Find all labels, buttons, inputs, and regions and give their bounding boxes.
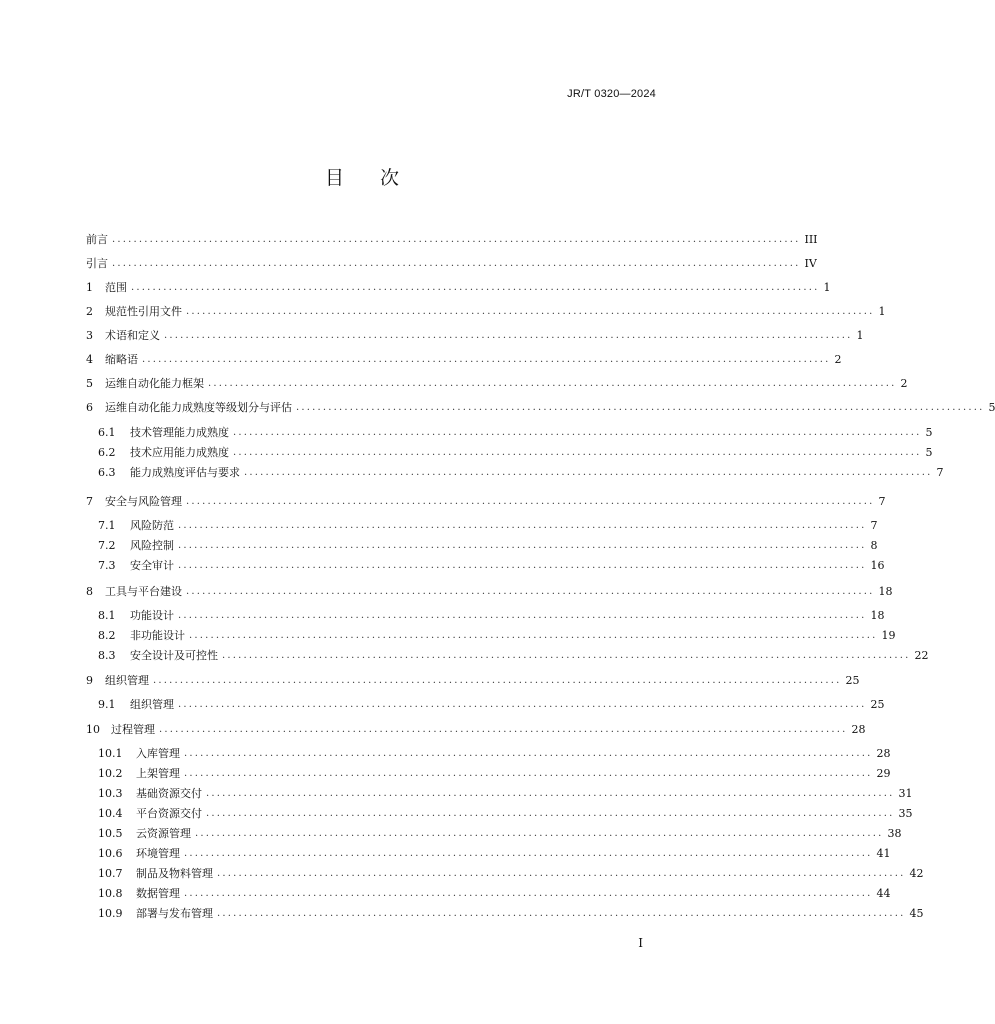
toc-entry-6[interactable]	[86, 400, 995, 416]
toc-entry-10-6[interactable]	[98, 846, 891, 862]
toc-entry-label: 环境管理	[136, 847, 180, 860]
toc-leader-dots: ................................................................................................................................	[184, 888, 873, 899]
toc-entry-number: 10.7	[98, 867, 123, 880]
toc-entry-page: 16	[870, 559, 885, 572]
toc-leader-dots: ................................................................................................................................	[184, 748, 873, 759]
footer-page-number: I	[638, 936, 643, 950]
toc-entry-foreword[interactable]	[86, 232, 818, 248]
doc-code: JR/T 0320—2024	[567, 88, 656, 100]
toc-entry-6-2[interactable]	[98, 445, 933, 461]
toc-entry-number: 6.3	[98, 466, 116, 479]
toc-entry-label: 制品及物料管理	[136, 867, 213, 880]
toc-entry-number: 6.1	[98, 426, 116, 439]
toc-leader-dots: ................................................................................................................................	[142, 354, 831, 365]
toc-entry-number: 7.1	[98, 519, 116, 532]
toc-entry-10-9[interactable]	[98, 906, 924, 922]
toc-leader-dots: ................................................................................................................................	[233, 447, 922, 458]
toc-leader-dots: ................................................................................................................................	[112, 234, 801, 245]
toc-entry-label: 运维自动化能力框架	[105, 377, 204, 390]
toc-entry-page: 2	[834, 353, 842, 366]
toc-entry-page: 44	[876, 887, 891, 900]
page-title: 目次	[324, 167, 435, 189]
toc-entry-page: 25	[845, 674, 860, 687]
toc-entry-8-1[interactable]	[98, 608, 885, 624]
toc-entry-page: III	[804, 233, 818, 246]
toc-entry-page: 31	[898, 787, 913, 800]
toc-entry-number: 10.4	[98, 807, 123, 820]
toc-entry-10-7[interactable]	[98, 866, 924, 882]
toc-entry-label: 功能设计	[130, 609, 174, 622]
toc-entry-number: 8.1	[98, 609, 116, 622]
toc-entry-number: 10.9	[98, 907, 123, 920]
toc-entry-page: 18	[870, 609, 885, 622]
toc-entry-5[interactable]	[86, 376, 908, 392]
toc-entry-page: 8	[870, 539, 878, 552]
toc-entry-page: IV	[804, 257, 817, 270]
toc-leader-dots: ................................................................................................................................	[206, 808, 895, 819]
toc-entry-number: 8.3	[98, 649, 116, 662]
toc-entry-label: 基础资源交付	[136, 787, 202, 800]
toc-entry-label: 平台资源交付	[136, 807, 202, 820]
toc-entry-10-8[interactable]	[98, 886, 891, 902]
toc-entry-label: 非功能设计	[130, 629, 185, 642]
toc-entry-page: 1	[878, 305, 886, 318]
toc-leader-dots: ................................................................................................................................	[296, 402, 985, 413]
toc-entry-8-3[interactable]	[98, 648, 929, 664]
toc-leader-dots: ................................................................................................................................	[164, 330, 853, 341]
toc-entry-label: 技术管理能力成熟度	[130, 426, 229, 439]
toc-leader-dots: ................................................................................................................................	[178, 520, 867, 531]
toc-leader-dots: ................................................................................................................................	[208, 378, 897, 389]
toc-entry-9-1[interactable]	[98, 697, 885, 713]
toc-leader-dots: ................................................................................................................................	[195, 828, 884, 839]
toc-entry-introduction[interactable]	[86, 256, 817, 272]
toc-entry-10-1[interactable]	[98, 746, 891, 762]
toc-entry-7-3[interactable]	[98, 558, 885, 574]
toc-entry-label: 引言	[86, 257, 108, 270]
toc-entry-page: 22	[914, 649, 929, 662]
toc-entry-label: 组织管理	[130, 698, 174, 711]
toc-entry-7-1[interactable]	[98, 518, 878, 534]
toc-entry-number: 8.2	[98, 629, 116, 642]
toc-entry-number: 8	[86, 585, 93, 598]
toc-leader-dots: ................................................................................................................................	[153, 675, 842, 686]
toc-entry-label: 运维自动化能力成熟度等级划分与评估	[105, 401, 292, 414]
toc-entry-number: 9	[86, 674, 93, 687]
toc-entry-number: 10.3	[98, 787, 123, 800]
toc-entry-label: 术语和定义	[105, 329, 160, 342]
toc-entry-label: 技术应用能力成熟度	[130, 446, 229, 459]
toc-entry-4[interactable]	[86, 352, 842, 368]
toc-entry-6-1[interactable]	[98, 425, 933, 441]
toc-entry-page: 7	[870, 519, 878, 532]
toc-leader-dots: ................................................................................................................................	[186, 586, 875, 597]
toc-entry-number: 5	[86, 377, 93, 390]
toc-leader-dots: ................................................................................................................................	[112, 258, 801, 269]
toc-entry-page: 28	[876, 747, 891, 760]
toc-leader-dots: ................................................................................................................................	[131, 282, 820, 293]
toc-entry-number: 7	[86, 495, 93, 508]
toc-entry-label: 前言	[86, 233, 108, 246]
toc-entry-1[interactable]	[86, 280, 831, 296]
toc-entry-label: 安全审计	[130, 559, 174, 572]
toc-entry-label: 安全设计及可控性	[130, 649, 218, 662]
toc-entry-number: 6	[86, 401, 93, 414]
toc-entry-8-2[interactable]	[98, 628, 896, 644]
toc-entry-6-3[interactable]	[98, 465, 944, 481]
toc-entry-number: 2	[86, 305, 93, 318]
toc-leader-dots: ................................................................................................................................	[159, 724, 848, 735]
toc-entry-number: 10.1	[98, 747, 123, 760]
toc-entry-label: 数据管理	[136, 887, 180, 900]
toc-entry-page: 7	[936, 466, 944, 479]
toc-leader-dots: ................................................................................................................................	[189, 630, 878, 641]
toc-entry-10-2[interactable]	[98, 766, 891, 782]
toc-entry-page: 1	[856, 329, 864, 342]
toc-leader-dots: ................................................................................................................................	[217, 908, 906, 919]
toc-entry-10[interactable]	[86, 722, 866, 738]
toc-entry-label: 能力成熟度评估与要求	[130, 466, 240, 479]
toc-entry-label: 缩略语	[105, 353, 138, 366]
toc-entry-page: 5	[988, 401, 995, 414]
toc-entry-number: 7.2	[98, 539, 116, 552]
toc-entry-label: 安全与风险管理	[105, 495, 182, 508]
toc-entry-label: 风险控制	[130, 539, 174, 552]
toc-entry-3[interactable]	[86, 328, 864, 344]
toc-entry-number: 10.5	[98, 827, 123, 840]
toc-entry-page: 25	[870, 698, 885, 711]
toc-leader-dots: ................................................................................................................................	[186, 496, 875, 507]
toc-entry-number: 10.6	[98, 847, 123, 860]
toc-entry-label: 风险防范	[130, 519, 174, 532]
toc-leader-dots: ................................................................................................................................	[178, 699, 867, 710]
toc-leader-dots: ................................................................................................................................	[178, 540, 867, 551]
toc-entry-2[interactable]	[86, 304, 886, 320]
toc-entry-label: 入库管理	[136, 747, 180, 760]
toc-entry-number: 7.3	[98, 559, 116, 572]
toc-entry-number: 9.1	[98, 698, 116, 711]
toc-entry-number: 6.2	[98, 446, 116, 459]
toc-entry-label: 工具与平台建设	[105, 585, 182, 598]
toc-leader-dots: ................................................................................................................................	[206, 788, 895, 799]
toc-entry-9[interactable]	[86, 673, 860, 689]
toc-leader-dots: ................................................................................................................................	[184, 768, 873, 779]
toc-entry-number: 3	[86, 329, 93, 342]
toc-entry-page: 2	[900, 377, 908, 390]
toc-entry-10-3[interactable]	[98, 786, 913, 802]
toc-entry-page: 18	[878, 585, 893, 598]
toc-entry-8[interactable]	[86, 584, 893, 600]
toc-entry-label: 部署与发布管理	[136, 907, 213, 920]
toc-entry-number: 10	[86, 723, 100, 736]
toc-entry-page: 28	[851, 723, 866, 736]
toc-entry-label: 规范性引用文件	[105, 305, 182, 318]
toc-entry-number: 4	[86, 353, 93, 366]
toc-entry-page: 5	[925, 446, 933, 459]
toc-entry-page: 45	[909, 907, 924, 920]
toc-leader-dots: ................................................................................................................................	[178, 560, 867, 571]
toc-leader-dots: ................................................................................................................................	[178, 610, 867, 621]
toc-leader-dots: ................................................................................................................................	[233, 427, 922, 438]
toc-leader-dots: ................................................................................................................................	[222, 650, 911, 661]
toc-entry-10-4[interactable]	[98, 806, 913, 822]
toc-entry-10-5[interactable]	[98, 826, 902, 842]
toc-entry-page: 7	[878, 495, 886, 508]
toc-entry-label: 上架管理	[136, 767, 180, 780]
toc-entry-label: 过程管理	[111, 723, 155, 736]
toc-leader-dots: ................................................................................................................................	[217, 868, 906, 879]
toc-entry-page: 19	[881, 629, 896, 642]
toc-entry-page: 41	[876, 847, 891, 860]
toc-leader-dots: ................................................................................................................................	[244, 467, 933, 478]
toc-entry-page: 35	[898, 807, 913, 820]
toc-entry-label: 组织管理	[105, 674, 149, 687]
toc-entry-number: 10.8	[98, 887, 123, 900]
toc-leader-dots: ................................................................................................................................	[186, 306, 875, 317]
toc-leader-dots: ................................................................................................................................	[184, 848, 873, 859]
toc-entry-7[interactable]	[86, 494, 886, 510]
toc-entry-7-2[interactable]	[98, 538, 878, 554]
toc-entry-page: 29	[876, 767, 891, 780]
toc-entry-page: 5	[925, 426, 933, 439]
toc-entry-page: 38	[887, 827, 902, 840]
toc-entry-number: 10.2	[98, 767, 123, 780]
toc-entry-page: 1	[823, 281, 831, 294]
toc-entry-number: 1	[86, 281, 93, 294]
toc-entry-label: 云资源管理	[136, 827, 191, 840]
toc-entry-label: 范围	[105, 281, 127, 294]
toc-entry-page: 42	[909, 867, 924, 880]
